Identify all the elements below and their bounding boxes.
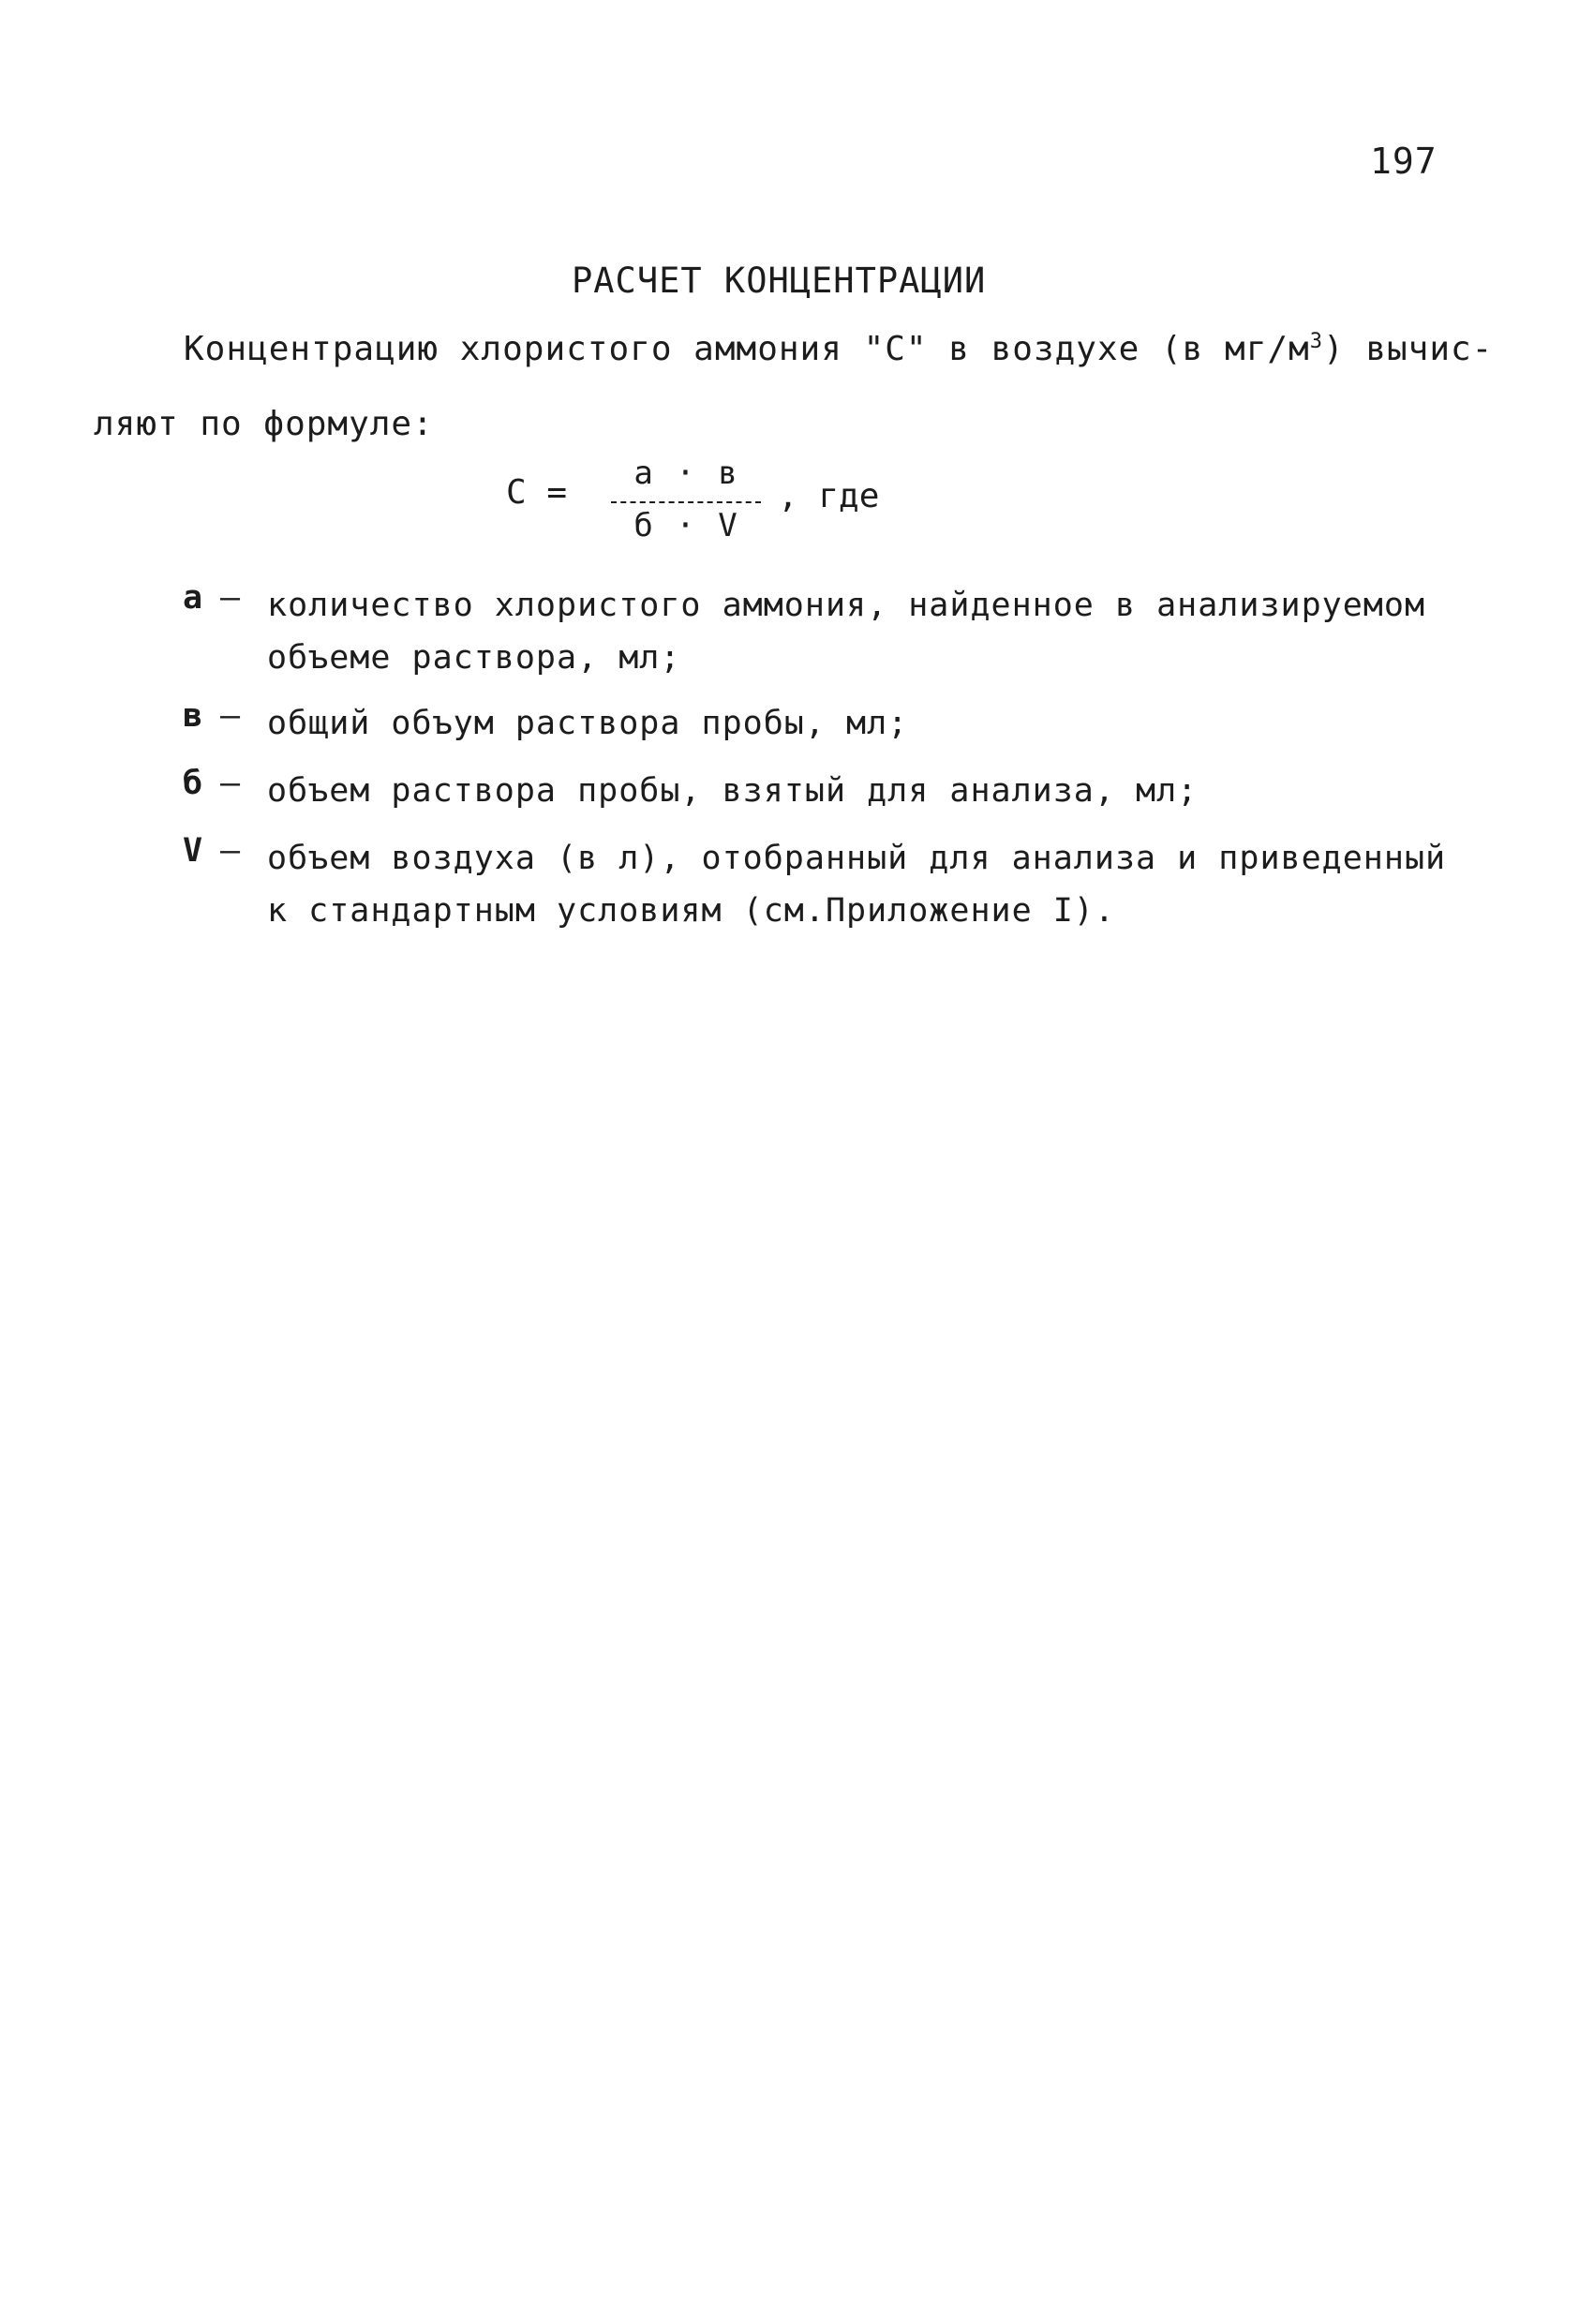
definition-text: объем воздуха (в л), отобранный для анализа и приведенный к стандартным условиям (см.Приложение I). (267, 840, 1447, 930)
section-title: РАСЧЕТ КОНЦЕНТРАЦИИ (572, 261, 987, 301)
definition-symbol: в (183, 697, 204, 735)
definition-dash: – (220, 832, 242, 870)
definition-text: объем раствора пробы, взятый для анализа, мл; (267, 772, 1199, 810)
formula (506, 454, 956, 558)
definition-dash: – (220, 579, 242, 617)
fraction-line (611, 501, 761, 503)
intro-line-1-text: Концентрацию хлористого аммония "С" в воздухе (в мг/м (184, 330, 1310, 368)
intro-line-1-end: ) вычис- (1322, 330, 1494, 368)
formula-denominator: б · V (633, 507, 739, 544)
definition-symbol: V (183, 832, 204, 870)
intro-line-1 (184, 330, 1493, 368)
intro-superscript: 3 (1309, 330, 1323, 353)
formula-lhs: С = (506, 473, 568, 512)
formula-tail: , где (778, 477, 880, 515)
intro-line-2: ляют по формуле: (94, 405, 434, 443)
formula-numerator: а · в (633, 454, 739, 492)
definition-symbol: а (183, 579, 204, 617)
definition-dash: – (220, 697, 242, 735)
definition-text: количество хлористого аммония, найденное в анализируемом объеме раствора, мл; (267, 587, 1426, 677)
definition-dash: – (220, 765, 242, 802)
page-number: 197 (1370, 141, 1438, 182)
definition-symbol: б (183, 765, 204, 802)
definition-text: общий объум раствора пробы, мл; (267, 705, 909, 742)
